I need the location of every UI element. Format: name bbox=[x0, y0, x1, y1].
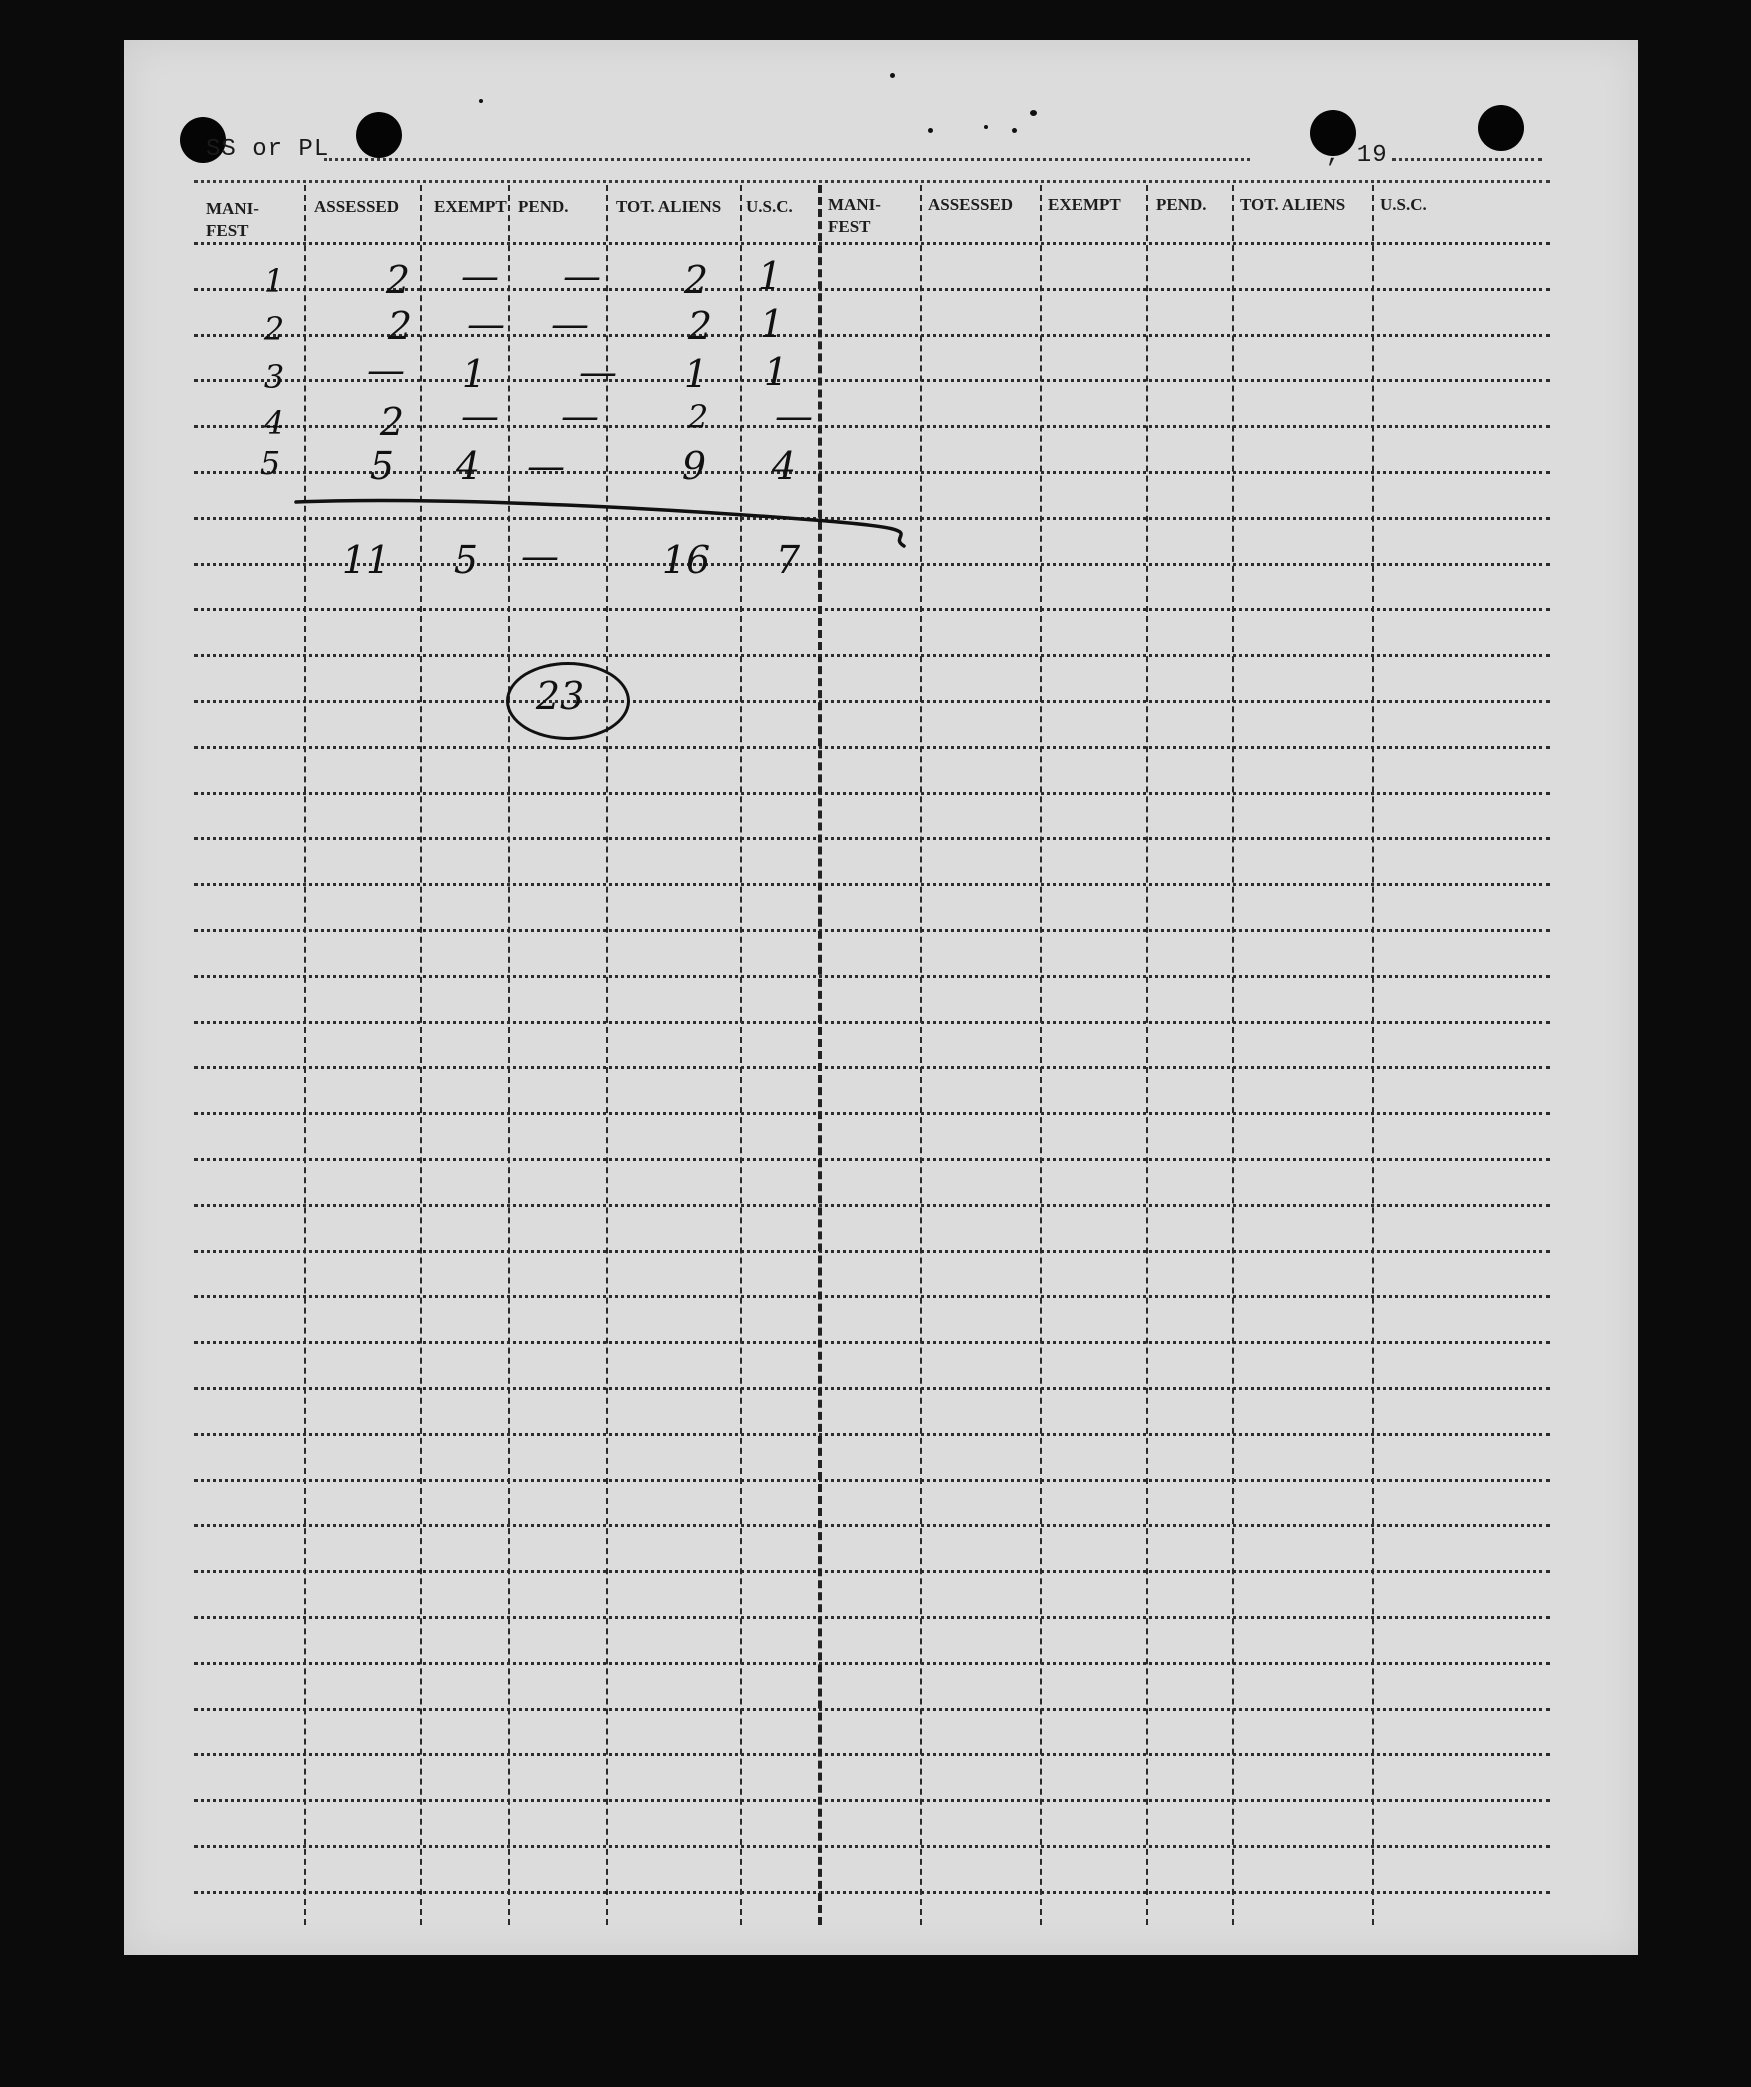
col-head-tot-aliens-2: TOT. ALIENS bbox=[1240, 195, 1346, 214]
entry-1-assessed: 2 bbox=[385, 258, 411, 302]
entry-3-tot-aliens: 1 bbox=[683, 352, 709, 396]
entry-5-tot-aliens: 9 bbox=[681, 444, 707, 488]
col-head-manifest-1: MANI- FEST bbox=[206, 199, 259, 240]
entry-4-manifest: 4 bbox=[263, 404, 285, 442]
entry-1-manifest: 1 bbox=[263, 262, 285, 300]
vessel-label: SS or PL bbox=[206, 136, 330, 163]
entry-3-manifest: 3 bbox=[263, 358, 285, 396]
entry-3-usc: 1 bbox=[763, 350, 789, 394]
total-tot-aliens: 16 bbox=[661, 538, 711, 582]
entry-2-assessed: 2 bbox=[387, 304, 413, 348]
col-head-assessed-2: ASSESSED bbox=[928, 195, 1014, 214]
entry-3-exempt: 1 bbox=[461, 352, 487, 396]
total-pend: — bbox=[521, 534, 559, 578]
year-label: , 19 bbox=[1326, 142, 1388, 169]
entry-4-exempt: — bbox=[461, 394, 499, 438]
col-head-usc-2: U.S.C. bbox=[1380, 195, 1427, 214]
total-exempt: 5 bbox=[453, 538, 479, 582]
grand-total: 23 bbox=[535, 674, 585, 718]
entry-1-pend: — bbox=[563, 254, 601, 298]
entry-4-assessed: 2 bbox=[379, 400, 405, 444]
entry-4-usc: — bbox=[775, 394, 813, 438]
entry-1-exempt: — bbox=[461, 254, 499, 298]
entry-2-pend: — bbox=[551, 302, 589, 346]
total-usc: 7 bbox=[775, 538, 801, 582]
entry-3-assessed: — bbox=[367, 348, 405, 392]
form-sheet bbox=[124, 40, 1638, 1955]
col-head-manifest-2: MANI- FEST bbox=[828, 195, 881, 236]
col-head-usc-1: U.S.C. bbox=[746, 197, 793, 216]
entry-5-exempt: 4 bbox=[455, 444, 481, 488]
col-head-assessed-1: ASSESSED bbox=[314, 197, 400, 216]
entry-5-pend: — bbox=[527, 444, 565, 488]
col-head-pend-1: PEND. bbox=[518, 197, 569, 216]
entry-5-manifest: 5 bbox=[259, 444, 281, 482]
col-head-exempt-2: EXEMPT bbox=[1048, 195, 1121, 214]
col-head-exempt-1: EXEMPT bbox=[434, 197, 507, 216]
sum-underline bbox=[124, 40, 1638, 1955]
entry-2-manifest: 2 bbox=[263, 310, 285, 348]
entry-4-pend: — bbox=[561, 394, 599, 438]
total-assessed: 11 bbox=[341, 538, 391, 582]
entry-4-tot-aliens: 2 bbox=[687, 398, 709, 436]
entry-2-exempt: — bbox=[467, 302, 505, 346]
entry-1-tot-aliens: 2 bbox=[683, 258, 709, 302]
entry-3-pend: — bbox=[579, 350, 617, 394]
entry-2-tot-aliens: 2 bbox=[687, 304, 713, 348]
entry-5-usc: 4 bbox=[771, 444, 797, 488]
col-head-tot-aliens-1: TOT. ALIENS bbox=[616, 197, 722, 216]
entry-5-assessed: 5 bbox=[369, 444, 395, 488]
entry-2-usc: 1 bbox=[759, 302, 785, 346]
entry-1-usc: 1 bbox=[757, 254, 783, 298]
col-head-pend-2: PEND. bbox=[1156, 195, 1207, 214]
